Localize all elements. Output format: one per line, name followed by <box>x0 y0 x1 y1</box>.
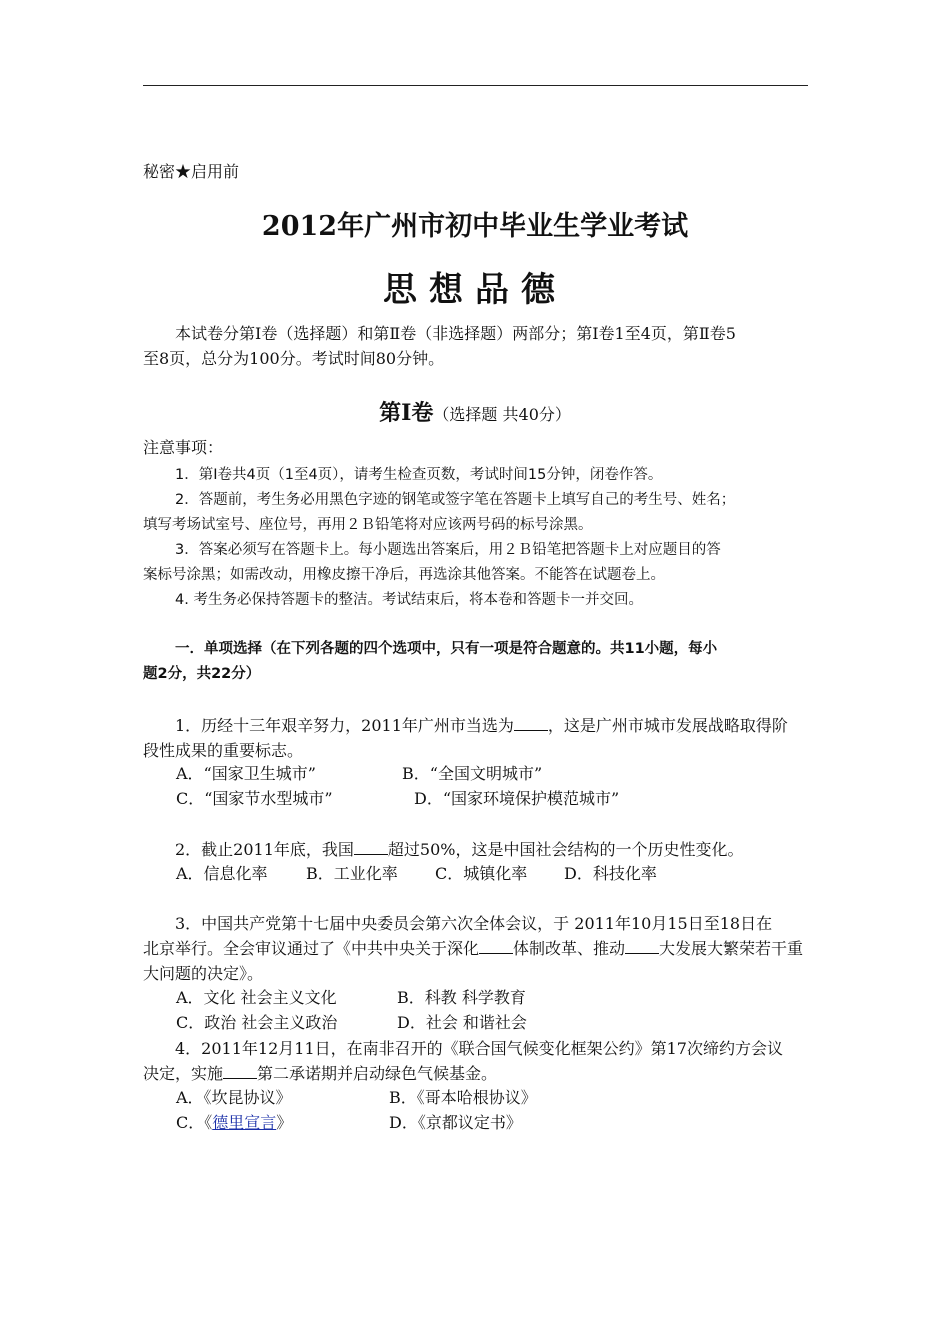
section-1-heading-line-2: 题2分，共22分） <box>143 666 261 682</box>
q2-option-b: B．工业化率 <box>306 864 398 883</box>
q2-option-c: C．城镇化率 <box>435 864 528 883</box>
q3-text-c: 大发展大繁荣若干重 <box>659 939 804 958</box>
q3-blank-2 <box>625 938 659 954</box>
notice-item-3a: 3．答案必须写在答题卡上。每小题选出答案后，用２Ｂ铅笔把答题卡上对应题目的答 <box>175 542 721 558</box>
notice-item-2b: 填写考场试室号、座位号，再用２Ｂ铅笔将对应该两号码的标号涂黑。 <box>143 517 593 533</box>
q4-text-a: 决定，实施 <box>143 1064 224 1083</box>
subject-title: 思想品德 <box>383 270 567 310</box>
q4-option-c-suffix: 》 <box>276 1113 293 1132</box>
notice-item-3b: 案标号涂黑；如需改动，用橡皮擦干净后，再选涂其他答案。不能答在试题卷上。 <box>143 567 665 583</box>
intro-line-1: 本试卷分第Ⅰ卷（选择题）和第Ⅱ卷（非选择题）两部分；第Ⅰ卷1至4页，第Ⅱ卷5 <box>175 324 736 343</box>
q1-text-b: ，这是广州市城市发展战略取得阶 <box>547 716 788 735</box>
q1-option-d: D．“国家环境保护模范城市” <box>414 789 620 808</box>
volume-heading <box>0 396 950 427</box>
q1-text-a: 1．历经十三年艰辛努力，2011年广州市当选为 <box>175 716 514 735</box>
q2-stem <box>143 837 811 862</box>
notice-item-4: 4. 考生务必保持答题卡的整洁。考试结束后，将本卷和答题卡一并交回。 <box>175 592 643 608</box>
q1-stem-line-2: 段性成果的重要标志。 <box>143 741 304 760</box>
q4-option-a: A．《坎昆协议》 <box>176 1088 292 1107</box>
q4-blank <box>223 1063 257 1079</box>
q2-option-d: D．科技化率 <box>564 864 657 883</box>
q3-option-d: D．社会 和谐社会 <box>397 1013 527 1032</box>
q2-text-b: 超过50%，这是中国社会结构的一个历史性变化。 <box>387 840 744 859</box>
notice-item-1: 1．第Ⅰ卷共4页（1至4页），请考生检查页数，考试时间15分钟，闭卷作答。 <box>175 467 663 483</box>
exam-title: 2012年广州市初中毕业生学业考试 <box>261 211 689 242</box>
q4-stem-line-1: 4．2011年12月11日，在南非召开的《联合国气候变化框架公约》第17次缔约方会议 <box>175 1039 783 1058</box>
q2-option-a: A．信息化率 <box>176 864 268 883</box>
header-rule <box>143 85 808 86</box>
q4-option-d: D．《京都议定书》 <box>389 1113 522 1132</box>
q3-text-b: 体制改革、推动 <box>513 939 626 958</box>
q4-option-c-link[interactable]: 德里宣言 <box>212 1113 277 1132</box>
intro-line-2: 至8页，总分为100分。考试时间80分钟。 <box>143 349 445 368</box>
q4-stem-line-2 <box>143 1061 811 1086</box>
q2-text-a: 2．截止2011年底，我国 <box>175 840 354 859</box>
q3-option-c: C．政治 社会主义政治 <box>176 1013 338 1032</box>
volume-sub: （选择题 共40分） <box>433 405 571 424</box>
notice-heading: 注意事项： <box>143 438 224 457</box>
q4-option-c-prefix: C．《 <box>176 1113 213 1132</box>
q3-option-a: A．文化 社会主义文化 <box>176 988 337 1007</box>
notice-item-2a: 2．答题前，考生务必用黑色字迹的钢笔或签字笔在答题卡上填写自己的考生号、姓名； <box>175 492 736 508</box>
q1-blank <box>514 715 548 731</box>
q3-stem-line-1: 3．中国共产党第十七届中央委员会第六次全体会议，于 2011年10月15日至18日在 <box>175 914 773 933</box>
q3-stem-line-3: 大问题的决定》。 <box>143 964 264 983</box>
q1-stem-line-1 <box>143 713 811 738</box>
q4-text-b: 第二承诺期并启动绿色气候基金。 <box>257 1064 498 1083</box>
q1-option-a: A．“国家卫生城市” <box>176 764 316 783</box>
q4-option-c <box>176 1111 292 1135</box>
section-1-heading-line-1: 一．单项选择（在下列各题的四个选项中，只有一项是符合题意的。共11小题，每小 <box>175 641 718 657</box>
q2-blank <box>354 839 388 855</box>
q1-option-b: B．“全国文明城市” <box>402 764 543 783</box>
q3-text-a: 北京举行。全会审议通过了《中共中央关于深化 <box>143 939 480 958</box>
q3-stem-line-2 <box>143 936 811 961</box>
q1-option-c: C．“国家节水型城市” <box>176 789 333 808</box>
q3-option-b: B．科教 科学教育 <box>397 988 526 1007</box>
secret-label: 秘密★启用前 <box>143 162 240 181</box>
q4-option-b: B．《哥本哈根协议》 <box>389 1088 537 1107</box>
volume-title: 第Ⅰ卷 <box>379 400 434 426</box>
q3-blank-1 <box>479 938 513 954</box>
